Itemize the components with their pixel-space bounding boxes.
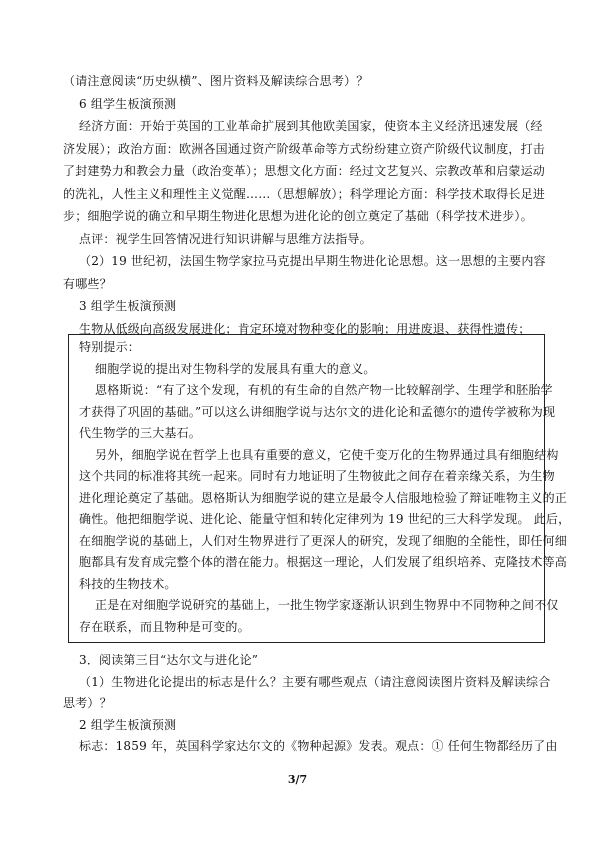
text-line: 的洗礼，人性主义和理性主义觉醒……（思想解放）；科学理论方面：科学技术取得长足进 bbox=[63, 186, 546, 201]
text-line: 这个共同的标准将其统一起来。同时有力地证明了生物彼此之间存在着亲缘关系，为生物 bbox=[79, 469, 555, 483]
text-line: 在细胞学说的基础上，人们对生物界进行了更深人的研究，发现了细胞的全能性，即任何细 bbox=[79, 533, 568, 548]
notice-heading: 特别提示： bbox=[79, 340, 141, 354]
text-line: 确性。他把细胞学说、进化论、能量守恒和转化定律列为 19 世纪的三大科学发现。 此后， bbox=[79, 512, 571, 526]
text-line: 恩格斯说：“有了这个发现，有机的有生命的自然产物一比较解剖学、生理学和胚胎学 bbox=[95, 383, 553, 397]
text-line: 步；细胞学说的确立和早期生物进化思想为进化论的创立奠定了基础（科学技术进步）。 bbox=[63, 209, 533, 223]
text-line: 经济方面：开始于英国的工业革命扩展到其他欧美国家，使资本主义经济迅速发展（经 bbox=[79, 119, 543, 133]
text-line: 点评：视学生回答情况进行知识讲解与思维方法指导。 bbox=[79, 231, 372, 246]
text-line: （请注意阅读“历史纵横”、图片资料及解读综合思考）？ bbox=[63, 74, 369, 88]
text-line: 3 组学生板演预测 bbox=[79, 299, 177, 313]
special-notice-box bbox=[68, 334, 545, 643]
text-line: 济发展）；政治方面：欧洲各国通过资产阶级革命等方式纷纷建立资产阶级代议制度，打击 bbox=[63, 141, 546, 156]
text-line: 生物从低级向高级发展进化；肯定环境对物种变化的影响；用进废退、获得性遗传； bbox=[79, 321, 531, 336]
text-line: 科技的生物技术。 bbox=[79, 576, 177, 591]
text-line: （2）19 世纪初，法国生物学家拉马克提出早期生物进化论思想。这一思想的主要内容 bbox=[79, 254, 546, 268]
text-line: 进化理论奠定了基础。恩格斯认为细胞学说的建立是最令人信服地检验了辩证唯物主义的正 bbox=[79, 490, 568, 505]
text-line: 另外，细胞学说在哲学上也具有重要的意义，它使千变万化的生物界通过具有细胞结构 bbox=[95, 447, 559, 462]
text-line: 6 组学生板演预测 bbox=[79, 96, 177, 111]
text-line: 正是在对细胞学说研究的基础上，一批生物学家逐渐认识到生物界中不同物种之间不仅 bbox=[95, 598, 559, 612]
text-line: 才获得了巩固的基础。”可以这么讲细胞学说与达尔文的进化论和孟德尔的遗传学被称为现 bbox=[79, 404, 556, 419]
text-line: （1）生物进化论提出的标志是什么？主要有哪些观点（请注意阅读图片资料及解读综合 bbox=[79, 674, 551, 689]
text-line: 标志：1859 年，英国科学家达尔文的《物种起源》发表。观点：① 任何生物都经历了由 bbox=[79, 739, 558, 753]
text-line: 了封建势力和教会力量（政治变革）；思想文化方面：经过文艺复兴、宗教改革和启蒙运动 bbox=[63, 164, 546, 178]
text-line: 胞都具有发育成完整个体的潜在能力。根据这一理论，人们发展了组织培养、克隆技术等高 bbox=[79, 555, 568, 569]
text-line: 思考）？ bbox=[63, 696, 112, 710]
text-line: 细胞学说的提出对生物科学的发展具有重大的意义。 bbox=[95, 361, 376, 376]
text-line: 有哪些？ bbox=[63, 276, 112, 291]
text-line: 代生物学的三大基石。 bbox=[79, 426, 202, 440]
text-line: 存在联系，而且物种是可变的。 bbox=[79, 619, 250, 634]
text-line: 2 组学生板演预测 bbox=[79, 717, 177, 732]
section-heading: 3．阅读第三目“达尔文与进化论” bbox=[79, 653, 259, 667]
page-number: 3/7 bbox=[287, 772, 308, 786]
